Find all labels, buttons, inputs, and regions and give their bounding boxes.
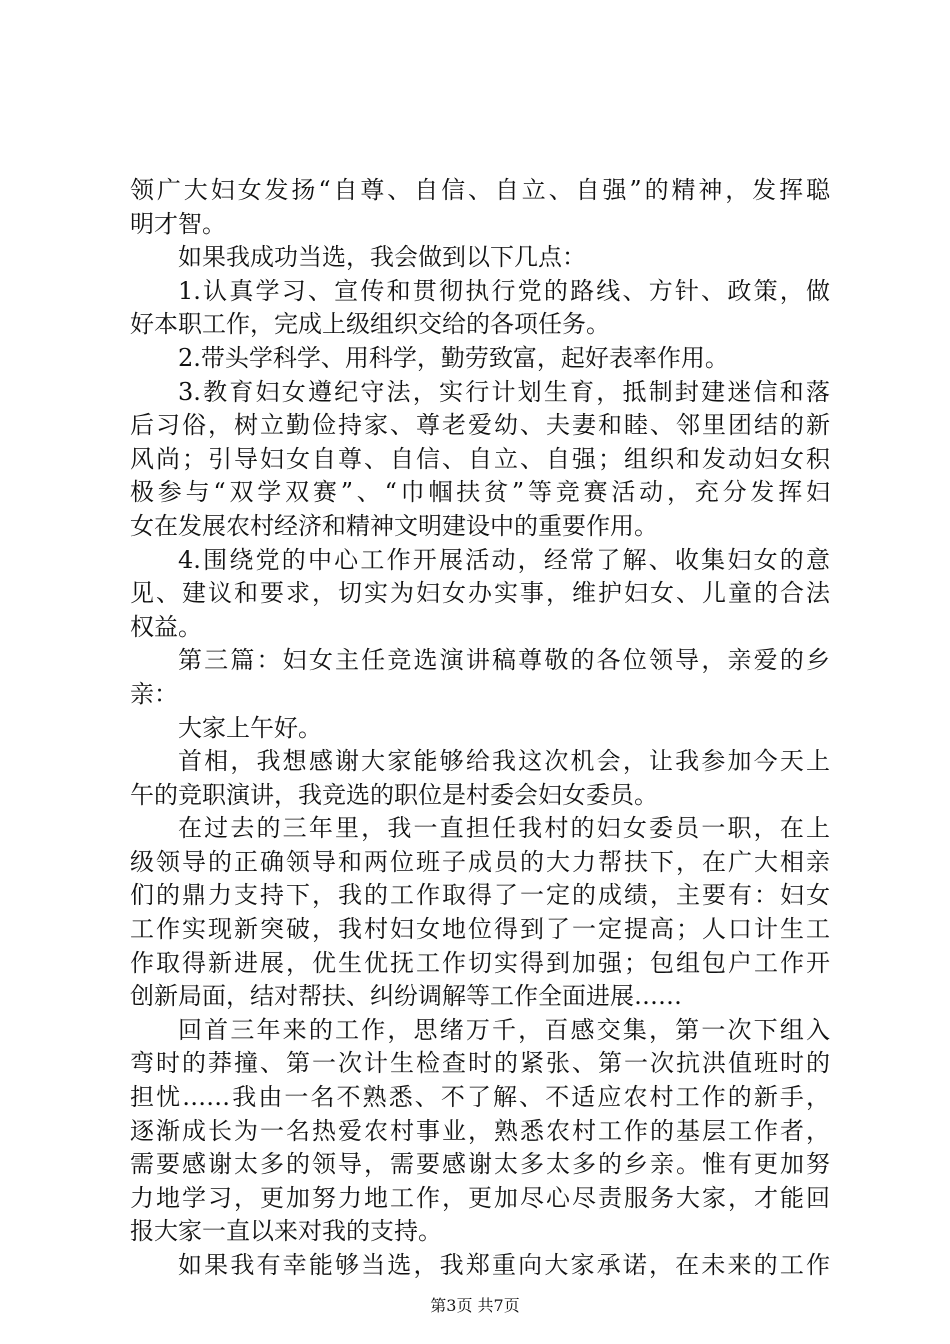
document-body xyxy=(130,174,830,1283)
text-line: 们的鼎力支持下，我的工作取得了一定的成绩，主要有：妇女 xyxy=(130,881,830,910)
text-line: 见、建议和要求，切实为妇女办实事，维护妇女、儿童的合法 xyxy=(130,579,830,608)
text-line: 1.认真学习、宣传和贯彻执行党的路线、方针、政策，做 xyxy=(178,276,830,305)
text-line: 好本职工作，完成上级组织交给的各项任务。 xyxy=(130,310,610,339)
text-line: 亲： xyxy=(130,679,178,708)
text-line: 级领导的正确领导和两位班子成员的大力帮扶下，在广大相亲 xyxy=(130,847,830,876)
text-line: 第三篇：妇女主任竞选演讲稿尊敬的各位领导，亲爱的乡 xyxy=(178,646,830,675)
text-line: 如果我有幸能够当选，我郑重向大家承诺，在未来的工作 xyxy=(178,1251,830,1279)
text-line: 首相，我想感谢大家能够给我这次机会，让我参加今天上 xyxy=(178,747,830,776)
text-line: 创新局面，结对帮扶、纠纷调解等工作全面进展…… xyxy=(130,982,682,1011)
text-line: 如果我成功当选，我会做到以下几点： xyxy=(178,243,586,272)
text-line: 领广大妇女发扬“自尊、自信、自立、自强”的精神，发挥聪 xyxy=(130,176,830,204)
text-line: 需要感谢太多的领导，需要感谢太多太多的乡亲。惟有更加努 xyxy=(130,1150,830,1179)
text-line: 报大家一直以来对我的支持。 xyxy=(130,1217,442,1246)
text-line: 回首三年来的工作，思绪万千，百感交集，第一次下组入 xyxy=(178,1015,830,1044)
text-line: 弯时的莽撞、第一次计生检查时的紧张、第一次抗洪值班时的 xyxy=(130,1049,830,1078)
page-number-footer: 第3页 共7页 xyxy=(430,1296,520,1315)
text-line: 2.带头学科学、用科学，勤劳致富，起好表率作用。 xyxy=(178,343,729,372)
text-line: 力地学习，更加努力地工作，更加尽心尽责服务大家，才能回 xyxy=(130,1183,830,1212)
text-line: 逐渐成长为一名热爱农村事业，熟悉农村工作的基层工作者， xyxy=(130,1116,830,1145)
text-line: 在过去的三年里，我一直担任我村的妇女委员一职，在上 xyxy=(178,814,830,843)
text-line: 4.围绕党的中心工作开展活动，经常了解、收集妇女的意 xyxy=(178,545,830,574)
text-line: 3.教育妇女遵纪守法，实行计划生育，抵制封建迷信和落 xyxy=(178,377,830,406)
text-line: 权益。 xyxy=(130,612,202,641)
text-line: 大家上午好。 xyxy=(178,713,322,742)
text-line: 女在发展农村经济和精神文明建设中的重要作用。 xyxy=(130,511,658,540)
text-line: 担忧……我由一名不熟悉、不了解、不适应农村工作的新手， xyxy=(130,1083,830,1112)
text-line: 明才智。 xyxy=(130,209,226,238)
text-line: 午的竞职演讲，我竞选的职位是村委会妇女委员。 xyxy=(130,780,658,809)
text-line: 工作实现新突破，我村妇女地位得到了一定提高；人口计生工 xyxy=(130,915,830,944)
text-line: 风尚；引导妇女自尊、自信、自立、自强；组织和发动妇女积 xyxy=(130,444,830,473)
text-line: 作取得新进展，优生优抚工作切实得到加强；包组包户工作开 xyxy=(130,948,830,977)
text-line: 极参与“双学双赛”、“巾帼扶贫”等竞赛活动，充分发挥妇 xyxy=(130,478,830,507)
text-line: 后习俗，树立勤俭持家、尊老爱幼、夫妻和睦、邻里团结的新 xyxy=(130,411,830,440)
